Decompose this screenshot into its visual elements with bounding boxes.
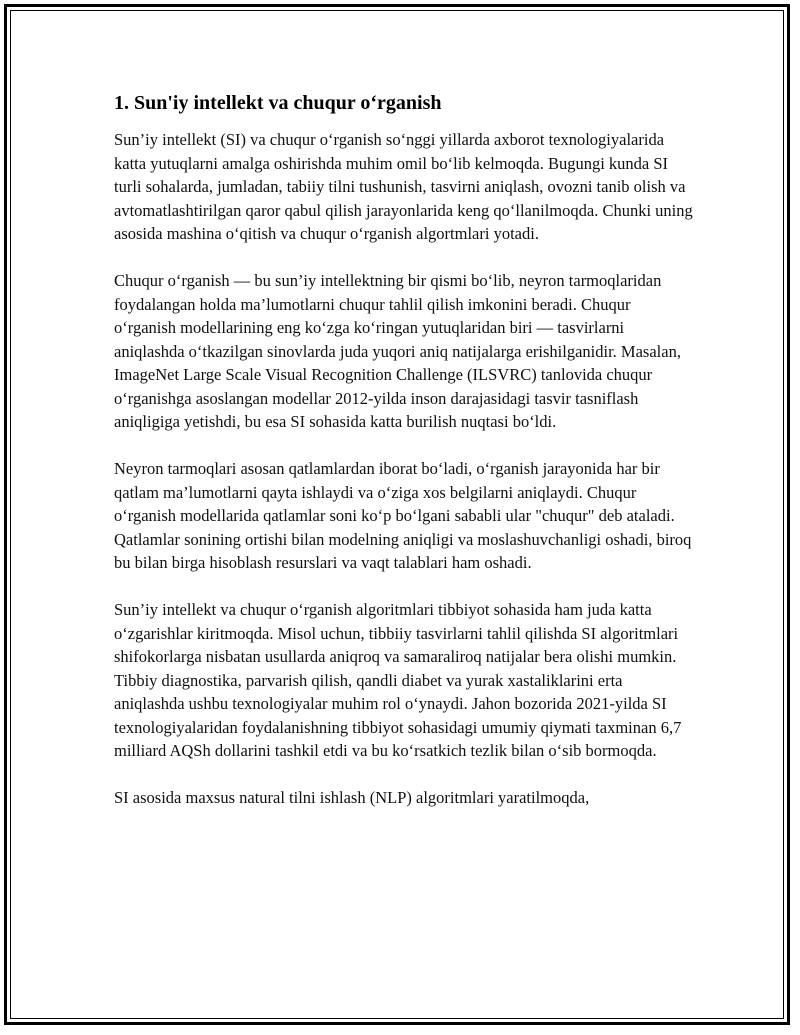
paragraph-2: Chuqur o‘rganish — bu sun’iy intellektning bir qismi bo‘lib, neyron tarmoqlaridan foydalangan holda ma’lumotlarni chuqur tahlil qilish imkonini beradi. Chuqur o‘rganish modellarining eng ko‘zga ko‘ringan yutuqlaridan biri — tasvirlarni aniqlashda o‘tkazilgan sinovlarda juda yuqori aniq natijalarga erishilganidir. Masalan, ImageNet Large Scale Visual Recognition Challenge (ILSVRC) tanlovida chuqur o‘rganishga asoslangan modellar 2012-yilda inson darajasidagi tasvir tasniflash aniqligiga yetishdi, bu esa SI sohasida katta burilish nuqtasi bo‘ldi. [114,271,681,431]
paragraph-1: Sun’iy intellekt (SI) va chuqur o‘rganish so‘nggi yillarda axborot texnologiyalarida katta yutuqlarni amalga oshirishda muhim omil bo‘lib kelmoqda. Bugungi kunda SI turli sohalarda, jumladan, tabiiy tilni tushunish, tasvirni aniqlash, ovozni tanib olish va avtomatlashtirilgan qaror qabul qilish jarayonlarida keng qo‘llanilmoqda. Chunki uning asosida mashina o‘qitish va chuqur o‘rganish algortmlari yotadi. [114,130,693,243]
paragraph-4: Sun’iy intellekt va chuqur o‘rganish algoritmlari tibbiyot sohasida ham juda katta o‘zgarishlar kiritmoqda. Misol uchun, tibbiiy tasvirlarni tahlil qilishda SI algoritmlari shifokorlarga nisbatan usullarda aniqroq va samaraliroq natijalar bera olishi mumkin. Tibbiy diagnostika, parvarish qilish, qandli diabet va yurak xastaliklarini erta aniqlashda ushbu texnologiyalar muhim rol o‘ynaydi. Jahon bozorida 2021-yilda SI texnologiyalaridan foydalanishning tibbiyot sohasidagi umumiy qiymati taxminan 6,7 milliard AQSh dollarini tashkil etdi va bu ko‘rsatkich tezlik bilan o‘sib bormoqda. [114,600,682,760]
paragraph-5: SI asosida maxsus natural tilni ishlash (NLP) algoritmlari yaratilmoqda, [114,788,590,807]
paragraph-3: Neyron tarmoqlari asosan qatlamlardan iborat bo‘ladi, o‘rganish jarayonida har bir qatlam ma’lumotlarni qayta ishlaydi va o‘ziga xos belgilarni aniqlaydi. Chuqur o‘rganish modellarida qatlamlar soni ko‘p bo‘lgani sababli ular "chuqur" deb ataladi. Qatlamlar sonining ortishi bilan modelning aniqligi va moslashuvchanligi oshadi, biroq bu bilan birga hisoblash resurslari va vaqt talablari ham oshadi. [114,459,692,572]
document-body [114,90,694,833]
section-heading: 1. Sun'iy intellekt va chuqur o‘rganish [114,92,442,114]
